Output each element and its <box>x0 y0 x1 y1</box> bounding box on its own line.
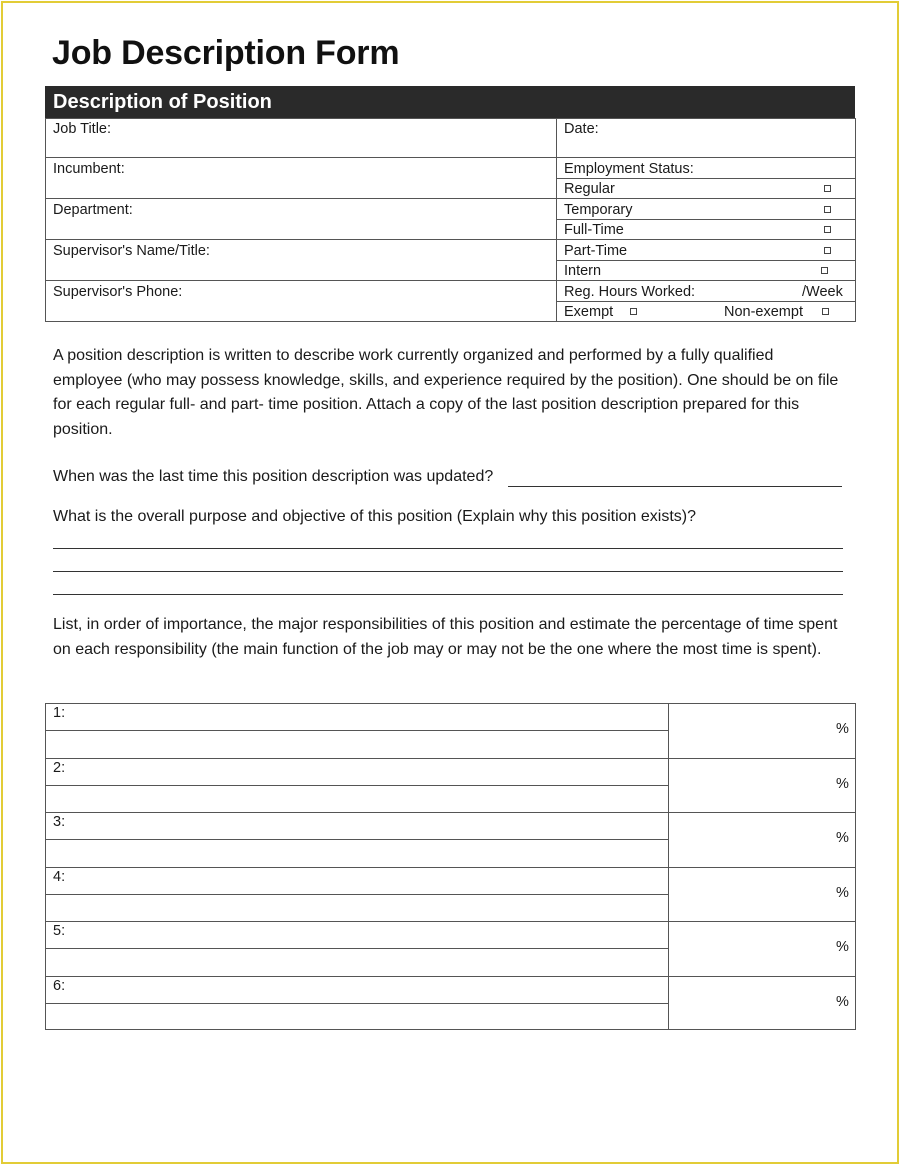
position-table-divider <box>556 118 557 322</box>
responsibility-row-line <box>45 976 856 977</box>
full-time-checkbox[interactable] <box>824 226 831 233</box>
responsibility-number[interactable]: 2: <box>53 760 66 776</box>
exempt-checkbox[interactable] <box>630 308 637 315</box>
exempt-label: Exempt <box>564 304 614 320</box>
purpose-answer-line[interactable] <box>53 571 843 572</box>
row-line <box>45 239 556 240</box>
responsibility-subline <box>45 948 668 949</box>
supervisor-name-field[interactable]: Supervisor's Name/Title: <box>53 243 210 259</box>
employment-status-label: Employment Status: <box>564 161 694 177</box>
intern-checkbox[interactable] <box>821 267 828 274</box>
responsibility-percent[interactable]: % <box>836 939 849 955</box>
question-purpose: What is the overall purpose and objective of this position (Explain why this position exists)? <box>53 508 696 525</box>
row-line <box>45 280 556 281</box>
responsibility-percent[interactable]: % <box>836 721 849 737</box>
option-part-time-label: Part-Time <box>564 243 628 259</box>
row-line <box>556 239 856 240</box>
responsibility-percent[interactable]: % <box>836 885 849 901</box>
responsibility-number[interactable]: 4: <box>53 869 66 885</box>
hours-worked-label: Reg. Hours Worked: <box>564 284 696 300</box>
supervisor-phone-field[interactable]: Supervisor's Phone: <box>53 284 183 300</box>
date-field[interactable]: Date: <box>564 121 599 137</box>
purpose-answer-line[interactable] <box>53 548 843 549</box>
department-field[interactable]: Department: <box>53 202 133 218</box>
section-header: Description of Position <box>45 86 855 118</box>
responsibility-row-line <box>45 867 856 868</box>
row-line <box>556 157 856 158</box>
intro-paragraph: A position description is written to describe work currently organized and performed by a fully qualified employee (who may possess knowledge, skills, and experience required by the position). One should be on file for each regular full- and part- time position. Attach a copy of the last position description prepared for this position. <box>53 347 839 439</box>
question-last-updated: When was the last time this position description was updated? <box>53 468 494 485</box>
non-exempt-label: Non-exempt <box>724 304 803 320</box>
responsibility-number[interactable]: 1: <box>53 705 66 721</box>
responsibility-row-line <box>45 921 856 922</box>
hours-worked-suffix: /Week <box>802 284 843 300</box>
responsibility-percent[interactable]: % <box>836 994 849 1010</box>
responsibility-row-line <box>45 812 856 813</box>
option-intern-label: Intern <box>564 263 602 279</box>
responsibility-percent[interactable]: % <box>836 830 849 846</box>
regular-checkbox[interactable] <box>824 185 831 192</box>
purpose-answer-line[interactable] <box>53 594 843 595</box>
job-title-field[interactable]: Job Title: <box>53 121 112 137</box>
responsibility-subline <box>45 894 668 895</box>
row-line <box>45 157 556 158</box>
row-line <box>556 219 856 220</box>
responsibility-subline <box>45 1003 668 1004</box>
non-exempt-checkbox[interactable] <box>822 308 829 315</box>
responsibility-subline <box>45 839 668 840</box>
part-time-checkbox[interactable] <box>824 247 831 254</box>
option-regular-label: Regular <box>564 181 615 197</box>
row-line <box>556 260 856 261</box>
last-updated-answer-line[interactable] <box>508 486 842 487</box>
responsibility-number[interactable]: 3: <box>53 814 66 830</box>
row-line <box>556 280 856 281</box>
responsibility-subline <box>45 730 668 731</box>
incumbent-field[interactable]: Incumbent: <box>53 161 125 177</box>
option-temporary-label: Temporary <box>564 202 633 218</box>
row-line <box>45 198 556 199</box>
responsibilities-intro: List, in order of importance, the major responsibilities of this position and estimate the percentage of time spent on each responsibility (the main function of the job may or may not be the one where the most time is spent). <box>53 616 838 658</box>
responsibility-number[interactable]: 5: <box>53 923 66 939</box>
row-line <box>556 301 856 302</box>
responsibility-percent[interactable]: % <box>836 776 849 792</box>
option-full-time-label: Full-Time <box>564 222 624 238</box>
responsibility-number[interactable]: 6: <box>53 978 66 994</box>
temporary-checkbox[interactable] <box>824 206 831 213</box>
responsibility-subline <box>45 785 668 786</box>
responsibility-row-line <box>45 758 856 759</box>
row-line <box>556 198 856 199</box>
row-line <box>556 178 856 179</box>
form-title: Job Description Form <box>52 34 400 72</box>
